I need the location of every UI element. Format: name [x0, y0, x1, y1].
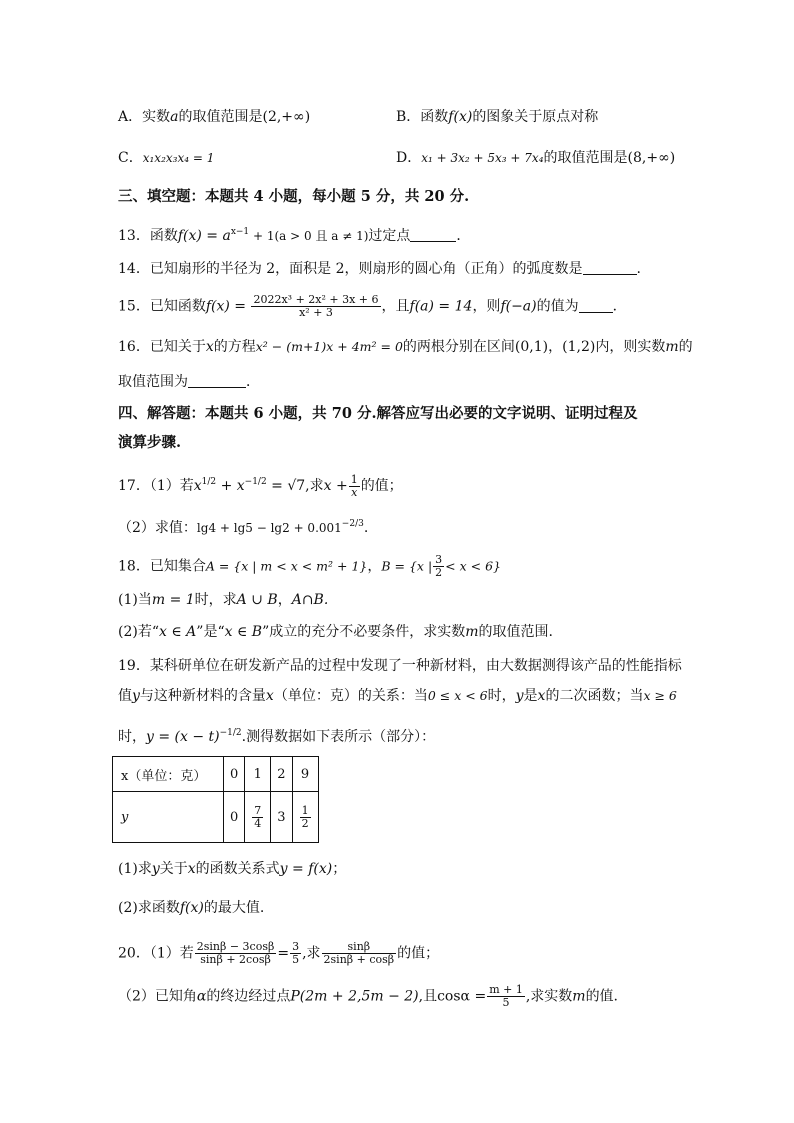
table-cell: 0	[224, 792, 245, 843]
fraction: $\frac{3}{2}$	[435, 553, 443, 579]
section-4-heading-cont: 演算步骤.	[118, 434, 182, 451]
fraction: $\frac{1}{x}$	[350, 472, 358, 499]
table-cell: 1	[245, 757, 271, 792]
question-20-part2: （2）已知角α的终边经过点P(2m + 2,5m − 2),且cosα = $\frac{m + 1}{5}$ ,求实数m的值.	[118, 983, 619, 1009]
fraction: $\frac{m + 1}{5}$	[489, 983, 523, 1009]
answer-blank	[583, 260, 637, 275]
table-cell	[245, 792, 271, 843]
fraction: $\frac{7}{4}$	[254, 803, 262, 830]
table-row	[113, 792, 319, 843]
section-3-heading: 三、填空题：本题共 4 小题，每小题 5 分，共 20 分.	[118, 188, 470, 205]
table-cell: 3	[271, 792, 292, 843]
question-14: 14．已知扇形的半径为 2，面积是 2，则扇形的圆心角（正角）的弧度数是 .	[118, 261, 641, 277]
question-13: 13．函数$f(x) = a^{x-1} + 1(a > 0$ 且 a ≠ 1)过定点 ．	[118, 227, 471, 244]
option-a: A．实数a的取值范围是(2,+∞)	[118, 109, 311, 125]
table-cell	[292, 792, 318, 843]
answer-blank	[188, 373, 246, 388]
option-c: C．x₁x₂x₃x₄ = 1	[118, 150, 215, 166]
table-header-x: x（单位：克）	[113, 757, 224, 792]
option-b: B．函数f(x)的图象关于原点对称	[396, 109, 599, 125]
option-d: D．x₁ + 3x₂ + 5x₃ + 7x₄的取值范围是(8,+∞)	[396, 150, 676, 166]
table-row	[113, 757, 319, 792]
fraction: $\frac{2\sin\beta - 3\cos\beta}{\sin\beta + 2\cos\beta}$	[196, 940, 275, 966]
table-cell: 9	[292, 757, 318, 792]
answer-blank	[410, 227, 456, 242]
fraction: $\frac{\sin\beta}{2\sin\beta + \cos\beta}$	[323, 940, 395, 966]
table-cell: 2	[271, 757, 292, 792]
fraction: $\frac{1}{2}$	[301, 803, 309, 830]
question-19: 19．某科研单位在研发新产品的过程中发现了一种新材料，由大数据测得该产品的性能指标	[118, 658, 682, 674]
question-15: 15．已知函数f(x) = $\frac{\text{2022x³ + 2x² + 3x + 6}}{\text{x² + 3}}$ ，且f(a) = 14，则f(−a)的值为 ．	[118, 293, 627, 319]
data-table	[112, 756, 319, 843]
question-17-part1: 17．（1）若$x^{1/2} + x^{-1/2} = √7$,求x + $\frac{1}{x}$ 的值；	[118, 472, 403, 499]
question-19-line3: 时，$y = (x - t)^{-1/2}$.测得数据如下表所示（部分）：	[118, 728, 436, 745]
question-19-part1: (1)求y关于x的函数关系式y = f(x)；	[118, 861, 347, 877]
answer-blank	[579, 298, 613, 313]
question-18-part2: (2)若“x ∈ A”是“x ∈ B”成立的充分不必要条件，求实数m的取值范围.	[118, 624, 553, 640]
table-cell: 0	[224, 757, 245, 792]
question-19-part2: (2)求函数f(x)的最大值.	[118, 900, 265, 916]
fraction: $\frac{3}{5}$	[292, 940, 300, 966]
question-17-part2: （2）求值：$\lg 4 + \lg 5 - \lg 2 + 0.001^{-2/3}$.	[118, 519, 369, 536]
question-16: 16．已知关于x的方程x² − (m+1)x + 4m² = 0的两根分别在区间(0,1)，(1,2)内，则实数m的	[118, 339, 693, 355]
question-19-line2: 值y与这种新材料的含量x（单位：克）的关系：当0 ≤ x < 6时，y是x的二次函数；当x ≥ 6	[118, 688, 677, 704]
question-16-line2: 取值范围为 ．	[118, 374, 260, 390]
fraction: $\frac{\text{2022x³ + 2x² + 3x + 6}}{\text{x² + 3}}$	[253, 293, 379, 319]
question-20-part1: 20．（1）若 $\frac{2\sin\beta - 3\cos\beta}{\sin\beta + 2\cos\beta}$ = $\frac{3}{5}$ ,求 $\frac{\sin\beta}{2\sin\beta + \cos\beta}$ 的值；	[118, 940, 440, 966]
table-header-y: y	[113, 792, 224, 843]
question-18: 18．已知集合A = {x | m < x < m² + 1}，B = {x | $\frac{3}{2}$ < x < 6}	[118, 553, 501, 579]
question-18-part1: (1)当m = 1时，求A ∪ B，A∩B.	[118, 592, 329, 608]
section-4-heading: 四、解答题：本题共 6 小题，共 70 分.解答应写出必要的文字说明、证明过程及	[118, 405, 638, 422]
